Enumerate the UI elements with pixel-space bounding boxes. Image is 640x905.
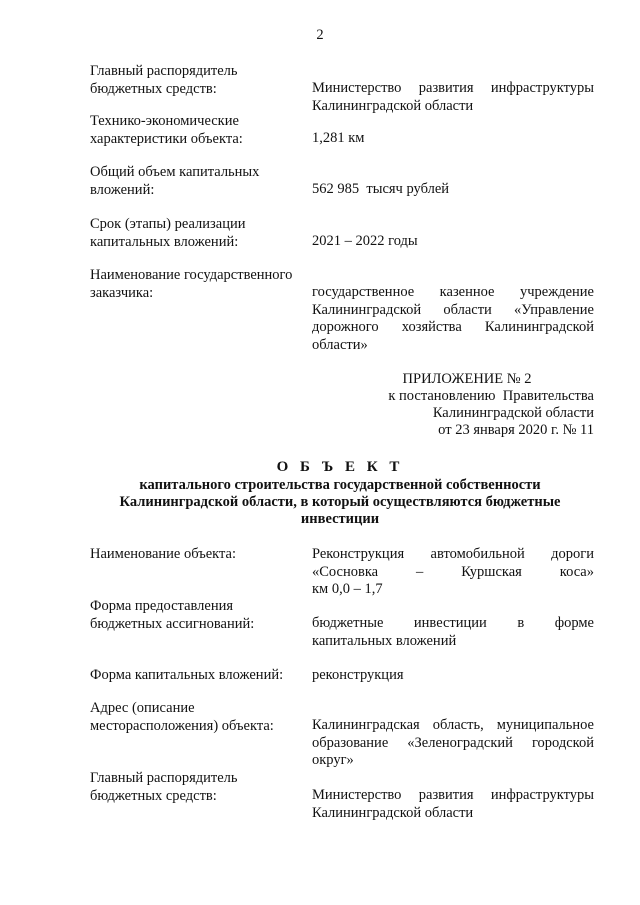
- field-value: [312, 717, 594, 770]
- field-value: [312, 787, 594, 822]
- value-line: Калининградской области «Управление: [312, 301, 594, 318]
- field-label: [90, 164, 315, 199]
- label-line: бюджетных средств:: [90, 787, 217, 804]
- value-line: области»: [312, 336, 368, 353]
- appendix-line: к постановлению Правительства: [388, 388, 594, 404]
- label-line: бюджетных средств:: [90, 80, 217, 97]
- label-line: капитальных вложений:: [90, 233, 239, 250]
- value-line: «Сосновка – Куршская коса»: [312, 563, 594, 580]
- label-line: Форма капитальных вложений:: [90, 667, 284, 683]
- field-value: [312, 130, 594, 148]
- appendix-line: от 23 января 2020 г. № 11: [438, 422, 594, 438]
- value-line: округ»: [312, 752, 354, 768]
- field-value: [312, 80, 594, 115]
- field-label: [90, 598, 315, 633]
- field-label: [90, 770, 315, 805]
- field-value: [312, 181, 594, 199]
- value-line: Калининградской области: [312, 804, 474, 821]
- field-label: [90, 113, 315, 148]
- appendix-line: Калининградской области: [432, 405, 594, 421]
- value-line: государственное казенное учреждение: [312, 284, 594, 300]
- field-label: [90, 63, 315, 98]
- appendix-block: [340, 371, 594, 439]
- label-line: Главный распорядитель: [90, 770, 238, 786]
- value-line: Министерство развития инфраструктуры: [312, 80, 594, 96]
- document-subtitle: [70, 477, 610, 528]
- label-line: вложений:: [90, 181, 155, 198]
- label-line: Форма предоставления: [90, 598, 234, 614]
- label-line: Адрес (описание: [90, 700, 195, 716]
- value-line: бюджетные инвестиции в форме: [312, 615, 594, 631]
- field-label: [90, 267, 315, 302]
- value-line: капитальных вложений: [312, 632, 457, 649]
- subtitle-line: капитального строительства государственной собственности: [139, 477, 541, 493]
- field-label: [90, 216, 315, 251]
- value-line: Министерство развития инфраструктуры: [312, 787, 594, 803]
- label-line: Наименование объекта:: [90, 546, 236, 562]
- label-line: Наименование государственного: [90, 267, 293, 283]
- value-line: реконструкция: [312, 667, 404, 683]
- subtitle-line: Калининградской области, в который осуществляются бюджетные: [119, 494, 561, 510]
- value-line: Калининградской области: [312, 97, 474, 114]
- value-line: дорожного хозяйства Калининградской: [312, 319, 594, 335]
- field-value: [312, 667, 594, 685]
- field-label: [90, 700, 315, 735]
- label-line: Общий объем капитальных: [90, 164, 260, 180]
- page-number: 2: [316, 27, 324, 43]
- label-line: Главный распорядитель: [90, 63, 238, 79]
- value-line: Калининградская область, муниципальное: [312, 717, 594, 733]
- label-line: характеристики объекта:: [90, 130, 243, 147]
- label-line: Технико-экономические: [90, 113, 239, 129]
- appendix-title: ПРИЛОЖЕНИЕ № 2: [402, 371, 532, 387]
- value-line: образование «Зеленоградский городской: [312, 734, 594, 751]
- subtitle-line: инвестиции: [300, 511, 380, 527]
- value-line: Реконструкция автомобильной дороги: [312, 546, 594, 562]
- field-label: [90, 546, 315, 564]
- label-line: Срок (этапы) реализации: [90, 216, 246, 232]
- label-line: месторасположения) объекта:: [90, 717, 274, 734]
- field-value: [312, 233, 594, 251]
- value-line: 2021 – 2022 годы: [312, 233, 418, 249]
- field-value: [312, 546, 594, 599]
- label-line: заказчика:: [90, 284, 154, 301]
- value-line: км 0,0 – 1,7: [312, 581, 383, 597]
- value-line: 562 985 тысяч рублей: [312, 181, 450, 197]
- field-value: [312, 615, 594, 650]
- field-label: [90, 667, 315, 685]
- label-line: бюджетных ассигнований:: [90, 615, 255, 632]
- value-line: 1,281 км: [312, 130, 365, 146]
- field-value: [312, 284, 594, 354]
- document-title: О Б Ъ Е К Т: [276, 459, 404, 475]
